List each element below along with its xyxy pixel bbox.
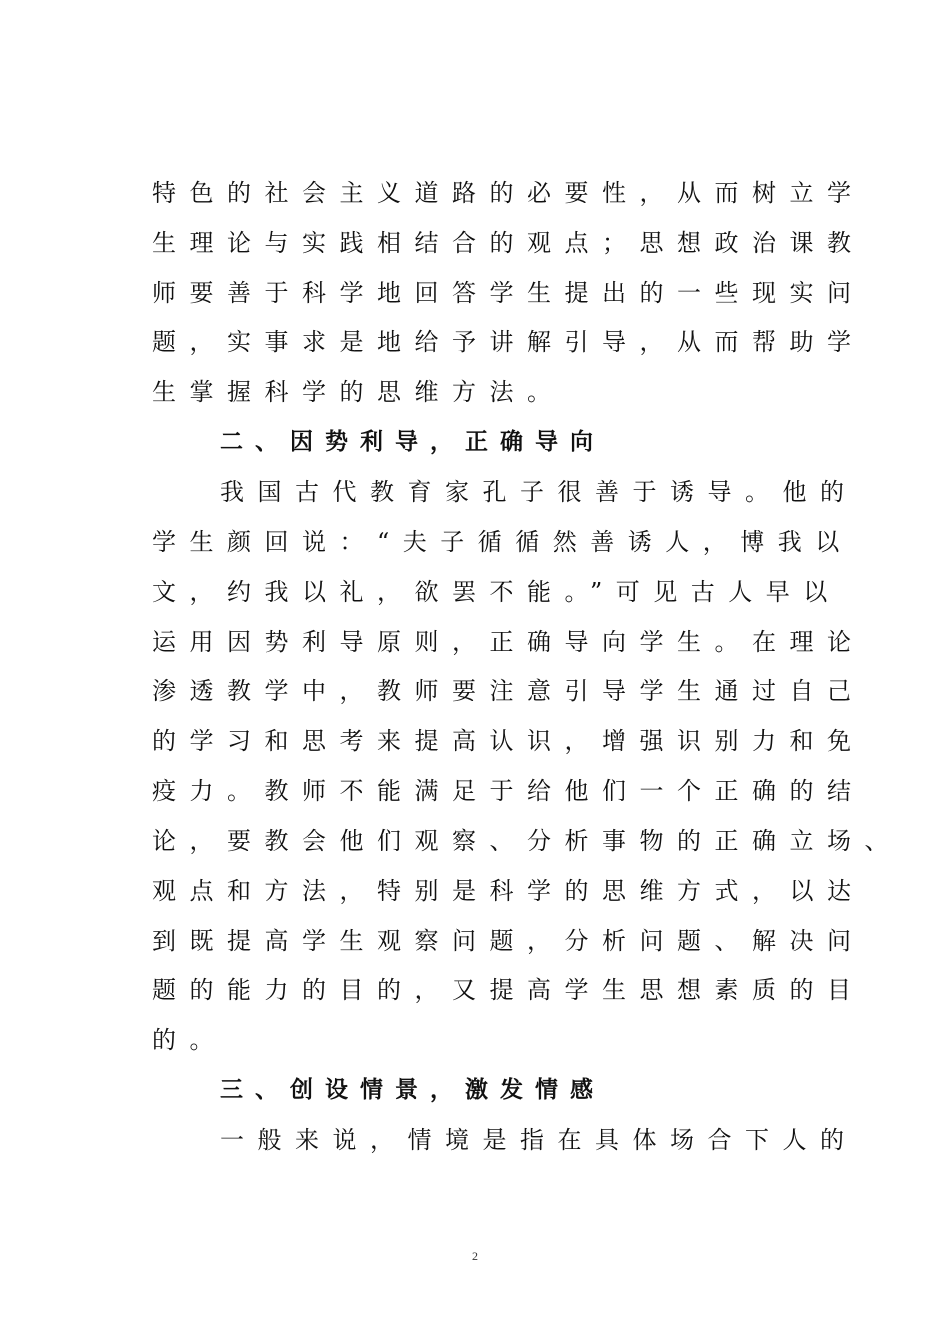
body-text-line: 的学习和思考来提高认识，增强识别力和免 [152,727,865,755]
section-heading-2: 二、因势利导，正确导向 [220,429,605,455]
body-text-line: 的。 [152,1026,227,1054]
body-text-line: 学生颜回说：“夫子循循然善诱人，博我以 [152,528,853,556]
body-text-line: 特色的社会主义道路的必要性，从而树立学 [152,179,865,207]
body-text-line: 论，要教会他们观察、分析事物的正确立场、 [152,827,902,855]
body-text-line: 疫力。教师不能满足于给他们一个正确的结 [152,777,865,805]
body-text-line: 渗透教学中，教师要注意引导学生通过自己 [152,677,865,705]
body-text-line: 文，约我以礼，欲罢不能。”可见古人早以 [152,578,841,606]
body-text-line: 观点和方法，特别是科学的思维方式，以达 [152,877,865,905]
body-text-line: 生掌握科学的思维方法。 [152,378,565,406]
page-number: 2 [472,1249,478,1263]
body-text-line: 运用因势利导原则，正确导向学生。在理论 [152,628,865,656]
section-heading-3: 三、创设情景，激发情感 [220,1077,605,1103]
body-text-line: 题，实事求是地给予讲解引导，从而帮助学 [152,328,865,356]
body-text-line: 题的能力的目的，又提高学生思想素质的目 [152,976,865,1004]
body-text-line: 生理论与实践相结合的观点；思想政治课教 [152,229,865,257]
body-text-line: 师要善于科学地回答学生提出的一些现实问 [152,279,865,307]
body-text-line: 一般来说，情境是指在具体场合下人的 [220,1126,858,1154]
body-text-line: 到既提高学生观察问题，分析问题、解决问 [152,927,865,955]
body-text-line: 我国古代教育家孔子很善于诱导。他的 [220,478,858,506]
